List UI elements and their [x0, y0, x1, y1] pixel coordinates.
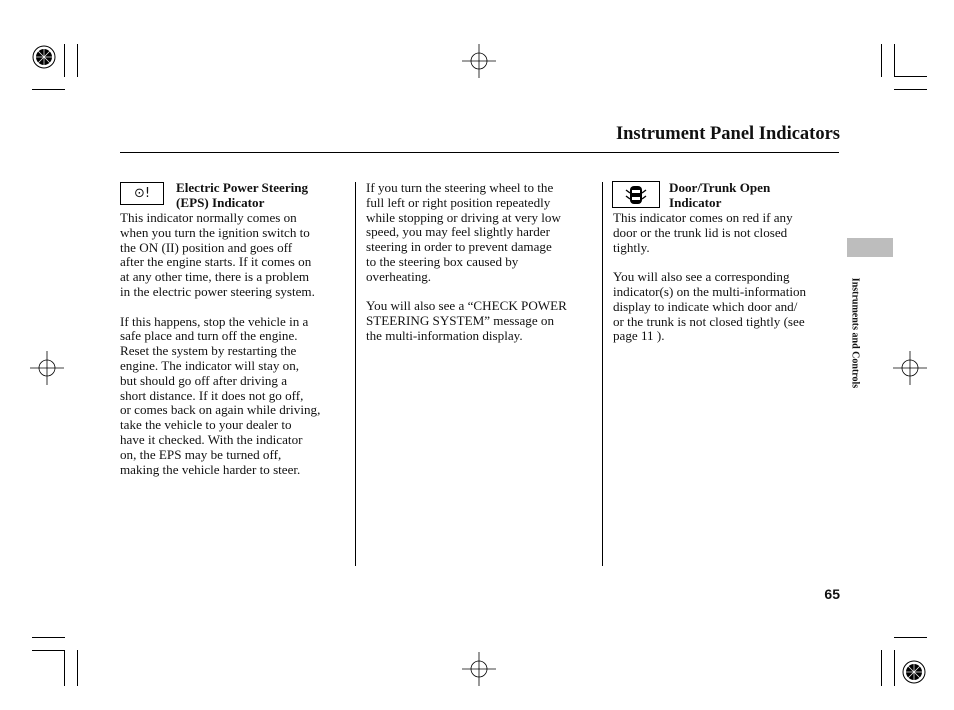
eps-paragraph-1: This indicator normally comes on when you turn the ignition switch to the ON (II) position and goes off after the engine starts. If it comes on at any other time, there is a problem in the electric power steering system. [120, 210, 315, 299]
eps-paragraph-2: If this happens, stop the vehicle in a safe place and turn off the engine. Reset the system by restarting the engine. The indicator will stay on, but should go off after driving a short distance. If it does not go off, or comes back on again while driving, take the vehicle to your dealer to have it checked. With the indicator on, the EPS may be turned off, making the vehicle harder to steer. [120, 313, 321, 477]
column-divider-right [602, 182, 603, 566]
page-title: Instrument Panel Indicators [615, 124, 840, 144]
door-paragraph-2: You will also see a corresponding indicator(s) on the multi-information display to indicate which door and/ or the trunk is not closed tightly (see page 11 ). [613, 269, 807, 344]
page-number: 65 [824, 586, 840, 602]
registration-target-right [893, 351, 927, 385]
registration-target-left [30, 351, 64, 385]
door-heading: Door/Trunk Open Indicator [669, 180, 771, 210]
eps-heading: Electric Power Steering (EPS) Indicator [176, 180, 309, 210]
middle-paragraph-2: You will also see a “CHECK POWER STEERING SYSTEM” message on the multi-information display. [366, 298, 567, 343]
registration-target-top [462, 44, 496, 78]
header-rule [120, 152, 839, 153]
car-top-view-icon [625, 184, 647, 206]
registration-target-bottom [462, 652, 496, 686]
middle-body [366, 181, 598, 359]
door-open-indicator-icon [612, 181, 660, 208]
eps-indicator-icon [120, 182, 164, 205]
eps-symbol: ⊙! [133, 186, 151, 201]
door-body [613, 211, 841, 359]
middle-paragraph-1: If you turn the steering wheel to the full left or right position repeatedly while stopping or driving at very low speed, you may feel slightly harder steering in order to prevent damage to the steering box caused by overheating. [366, 180, 561, 284]
section-side-label: Instruments and Controls [849, 277, 861, 389]
eps-body [120, 211, 356, 492]
starburst-mark-bottom-right [902, 660, 926, 684]
door-paragraph-1: This indicator comes on red if any door or the trunk lid is not closed tightly. [613, 210, 793, 255]
section-tab [847, 238, 893, 257]
starburst-mark-top-left [32, 45, 56, 69]
